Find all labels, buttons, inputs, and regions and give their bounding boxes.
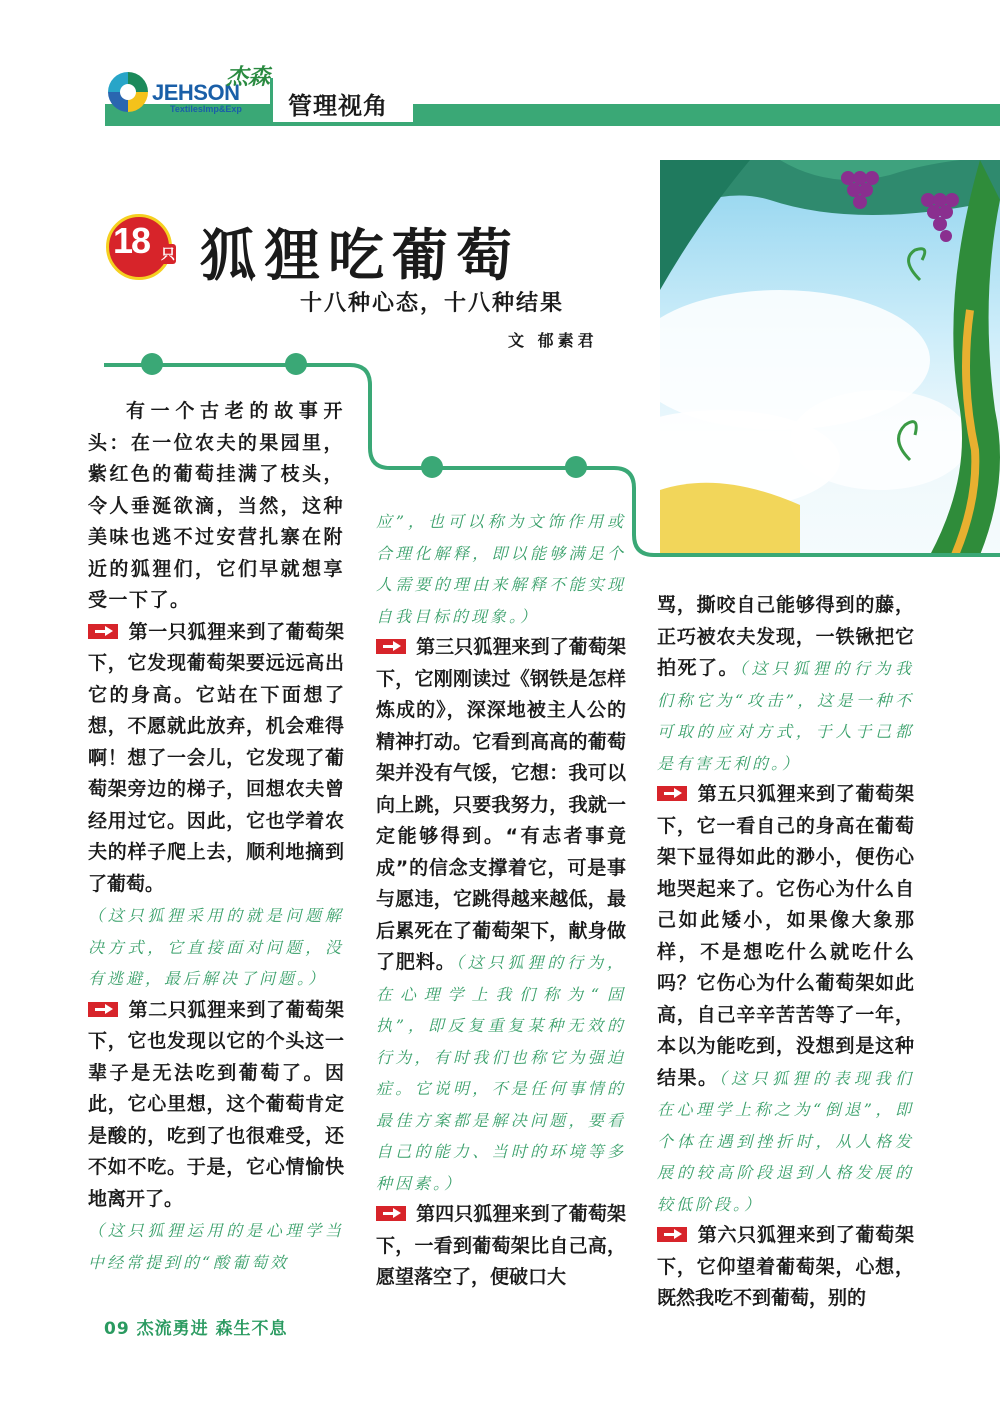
- brand-chinese: 杰森: [226, 64, 271, 90]
- page-footer: 09 杰流勇进 森生不息: [104, 1319, 288, 1339]
- fox-3-note: （这只狐狸的行为，在心理学上我们称为“固执”，即反复重复某种无效的行为，有时我们也称它为强迫症。它说明，不是任何事情的最佳方案都是解决问题，要看自己的能力、当时的环境等多种因素。）: [376, 953, 626, 1193]
- arrow-icon: [376, 1206, 406, 1221]
- badge-unit: 只: [160, 244, 176, 264]
- arrow-icon: [376, 639, 406, 654]
- section-title: 管理视角: [288, 92, 388, 120]
- brand-subtitle: TextilesImp&Exp: [170, 104, 242, 114]
- fox-4-text: 第四只狐狸来到了葡萄架下，一看到葡萄架比自己高，愿望落空了，便破口大: [376, 1203, 626, 1288]
- fox-5-paragraph: [657, 779, 914, 1220]
- fox-6-text: 第六只狐狸来到了葡萄架下，它仰望着葡萄架，心想，既然我吃不到葡萄，别的: [657, 1224, 914, 1309]
- fox-1-note: （这只狐狸采用的就是问题解决方式，它直接面对问题，没有逃避，最后解决了问题。）: [88, 906, 344, 988]
- fox-1-paragraph: [88, 617, 344, 901]
- fox-2-note: （这只狐狸运用的是心理学当中经常提到的“酸葡萄效: [88, 1221, 344, 1272]
- brand-name: JEHSON: [152, 80, 240, 105]
- fox-5-note: （这只狐狸的表现我们在心理学上称之为“倒退”，即个体在遇到挫折时，从人格发展的较高阶段退到人格发展的较低阶段。）: [657, 1068, 914, 1214]
- fox-2-text: 第二只狐狸来到了葡萄架下，它也发现以它的个头这一辈子是无法吃到葡萄了。因此，它心里想，这个葡萄肯定是酸的，吃到了也很难受，还不如不吃。于是，它心情愉快地离开了。: [88, 998, 344, 1210]
- author-byline: 文 郁素君: [508, 331, 598, 350]
- fox-5-text: 第五只狐狸来到了葡萄架下，它一看自己的身高在葡萄架下显得如此的渺小，便伤心地哭起来了。它伤心为什么自己如此矮小，如果像大象那样，不是想吃什么就吃什么吗？它伤心为什么葡萄架如此高，自己辛辛苦苦等了一年，本以为能吃到，没想到是这种结果。: [657, 783, 914, 1089]
- arrow-icon: [88, 624, 118, 639]
- fox-3-paragraph: [376, 632, 626, 1199]
- fox-2-note-continued: 应”，也可以称为文饰作用或合理化解释，即以能够满足个人需要的理由来解释不能实现自我目标的现象。）: [376, 512, 626, 626]
- text-column-2: [376, 506, 626, 1294]
- fox-6-paragraph: [657, 1220, 914, 1315]
- arrow-icon: [88, 1002, 118, 1017]
- fox-2-paragraph: [88, 995, 344, 1216]
- fox-4-paragraph: [376, 1199, 626, 1294]
- fox-4-paragraph-continued: [657, 590, 914, 779]
- badge-number: 18: [112, 220, 150, 261]
- text-column-3: [657, 590, 914, 1315]
- article-subtitle: 十八种心态，十八种结果: [300, 291, 565, 316]
- arrow-icon: [657, 1227, 687, 1242]
- intro-paragraph: 有一个古老的故事开头：在一位农夫的果园里，紫红色的葡萄挂满了枝头，令人垂涎欲滴，当然，这种美味也逃不过安营扎寨在附近的狐狸们，它们早就想享受一下了。: [88, 400, 344, 611]
- article-title: 狐狸吃葡萄: [200, 223, 520, 289]
- arrow-icon: [657, 786, 687, 801]
- fox-4-note: （这只狐狸的行为我们称它为“攻击”，这是一种不可取的应对方式，于人于己都是有害无利的。）: [657, 659, 914, 773]
- fox-1-text: 第一只狐狸来到了葡萄架下，它发现葡萄架要远远高出它的身高。它站在下面想了想，不愿就此放弃，机会难得啊！想了一会儿，它发现了葡萄架旁边的梯子，回想农夫曾经用过它。因此，它也学着农夫的样子爬上去，顺利地摘到了葡萄。: [88, 620, 344, 895]
- fox-3-text: 第三只狐狸来到了葡萄架下，它刚刚读过《钢铁是怎样炼成的》，深深地被主人公的精神打动。它看到高高的葡萄架并没有气馁，它想：我可以向上跳，只要我努力，我就一定能够得到。“有志者事竟成”的信念支撑着它，可是事与愿违，它跳得越来越低，最后累死在了葡萄架下，献身做了肥料。: [376, 636, 626, 973]
- fox-4-text-continued: 骂，撕咬自己能够得到的藤，正巧被农夫发现，一铁锹把它拍死了。: [657, 594, 914, 679]
- text-column-1: [88, 396, 344, 1278]
